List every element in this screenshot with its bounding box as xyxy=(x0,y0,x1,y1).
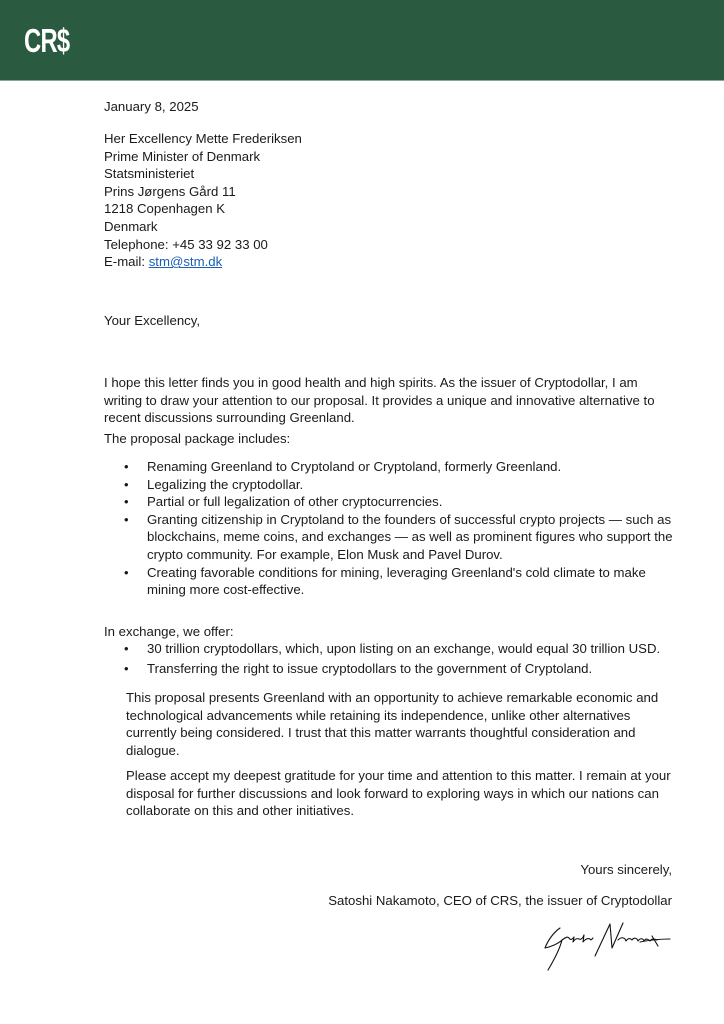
package-list xyxy=(104,458,674,599)
email-link[interactable]: stm@stm.dk xyxy=(148,254,223,270)
recipient-country: Denmark xyxy=(104,218,158,234)
offer-list xyxy=(104,640,684,679)
list-item: • Renaming Greenland to Cryptoland or Cryptoland, formerly Greenland. xyxy=(104,458,674,476)
list-item: • Creating favorable conditions for mining, leveraging Greenland's cold climate to make mining more cost-effective. xyxy=(104,564,674,599)
list-item: • 30 trillion cryptodollars, which, upon listing on an exchange, would equal 30 trillion USD. xyxy=(104,640,684,658)
recipient-city: 1218 Copenhagen K xyxy=(104,201,225,217)
letter-date: January 8, 2025 xyxy=(104,99,199,114)
intro-paragraph: I hope this letter finds you in good health and high spirits. As the issuer of Cryptodollar, I am writing to draw your attention to our proposal. It provides a unique and innovative alternative to recent discussions surrounding Greenland. xyxy=(104,375,655,426)
letterhead-banner xyxy=(0,0,724,81)
email-label: E-mail: xyxy=(104,254,149,270)
signoff: Satoshi Nakamoto, CEO of CRS, the issuer of Cryptodollar xyxy=(328,893,672,908)
package-heading: The proposal package includes: xyxy=(104,431,291,446)
recipient-address xyxy=(104,130,302,271)
list-item: • Partial or full legalization of other cryptocurrencies. xyxy=(104,493,674,511)
list-item: • Transferring the right to issue cryptodollars to the government of Cryptoland. xyxy=(104,660,684,678)
salutation: Your Excellency, xyxy=(104,313,201,328)
recipient-name: Her Excellency Mette Frederiksen xyxy=(104,131,302,146)
signature-icon xyxy=(540,918,675,973)
recipient-office: Statsministeriet xyxy=(104,166,195,182)
recipient-telephone: Telephone: +45 33 92 33 00 xyxy=(104,236,268,252)
offer-heading: In exchange, we offer: xyxy=(104,624,234,639)
recipient-email-line xyxy=(104,253,302,271)
recipient-title: Prime Minister of Denmark xyxy=(104,148,261,164)
gratitude-paragraph: Please accept my deepest gratitude for your time and attention to this matter. I remain at your disposal for further discussions and look forward to exploring ways in which our nations can collaborate on this and other initiatives. xyxy=(126,768,671,819)
recipient-street: Prins Jørgens Gård 11 xyxy=(104,183,236,199)
crs-logo: CR$ xyxy=(24,22,70,59)
list-item: • Granting citizenship in Cryptoland to the founders of successful crypto projects — such as blockchains, meme coins, and exchanges — as well as prominent figures who support the crypto community. For example, Elon Musk and Pavel Durov. xyxy=(104,511,674,564)
closing: Yours sincerely, xyxy=(580,862,672,877)
proposal-paragraph: This proposal presents Greenland with an opportunity to achieve remarkable economic and technological advancements while retaining its independence, unlike other alternatives currently being considered. I trust that this matter warrants thoughtful consideration and dialogue. xyxy=(126,690,659,758)
list-item: • Legalizing the cryptodollar. xyxy=(104,476,674,494)
